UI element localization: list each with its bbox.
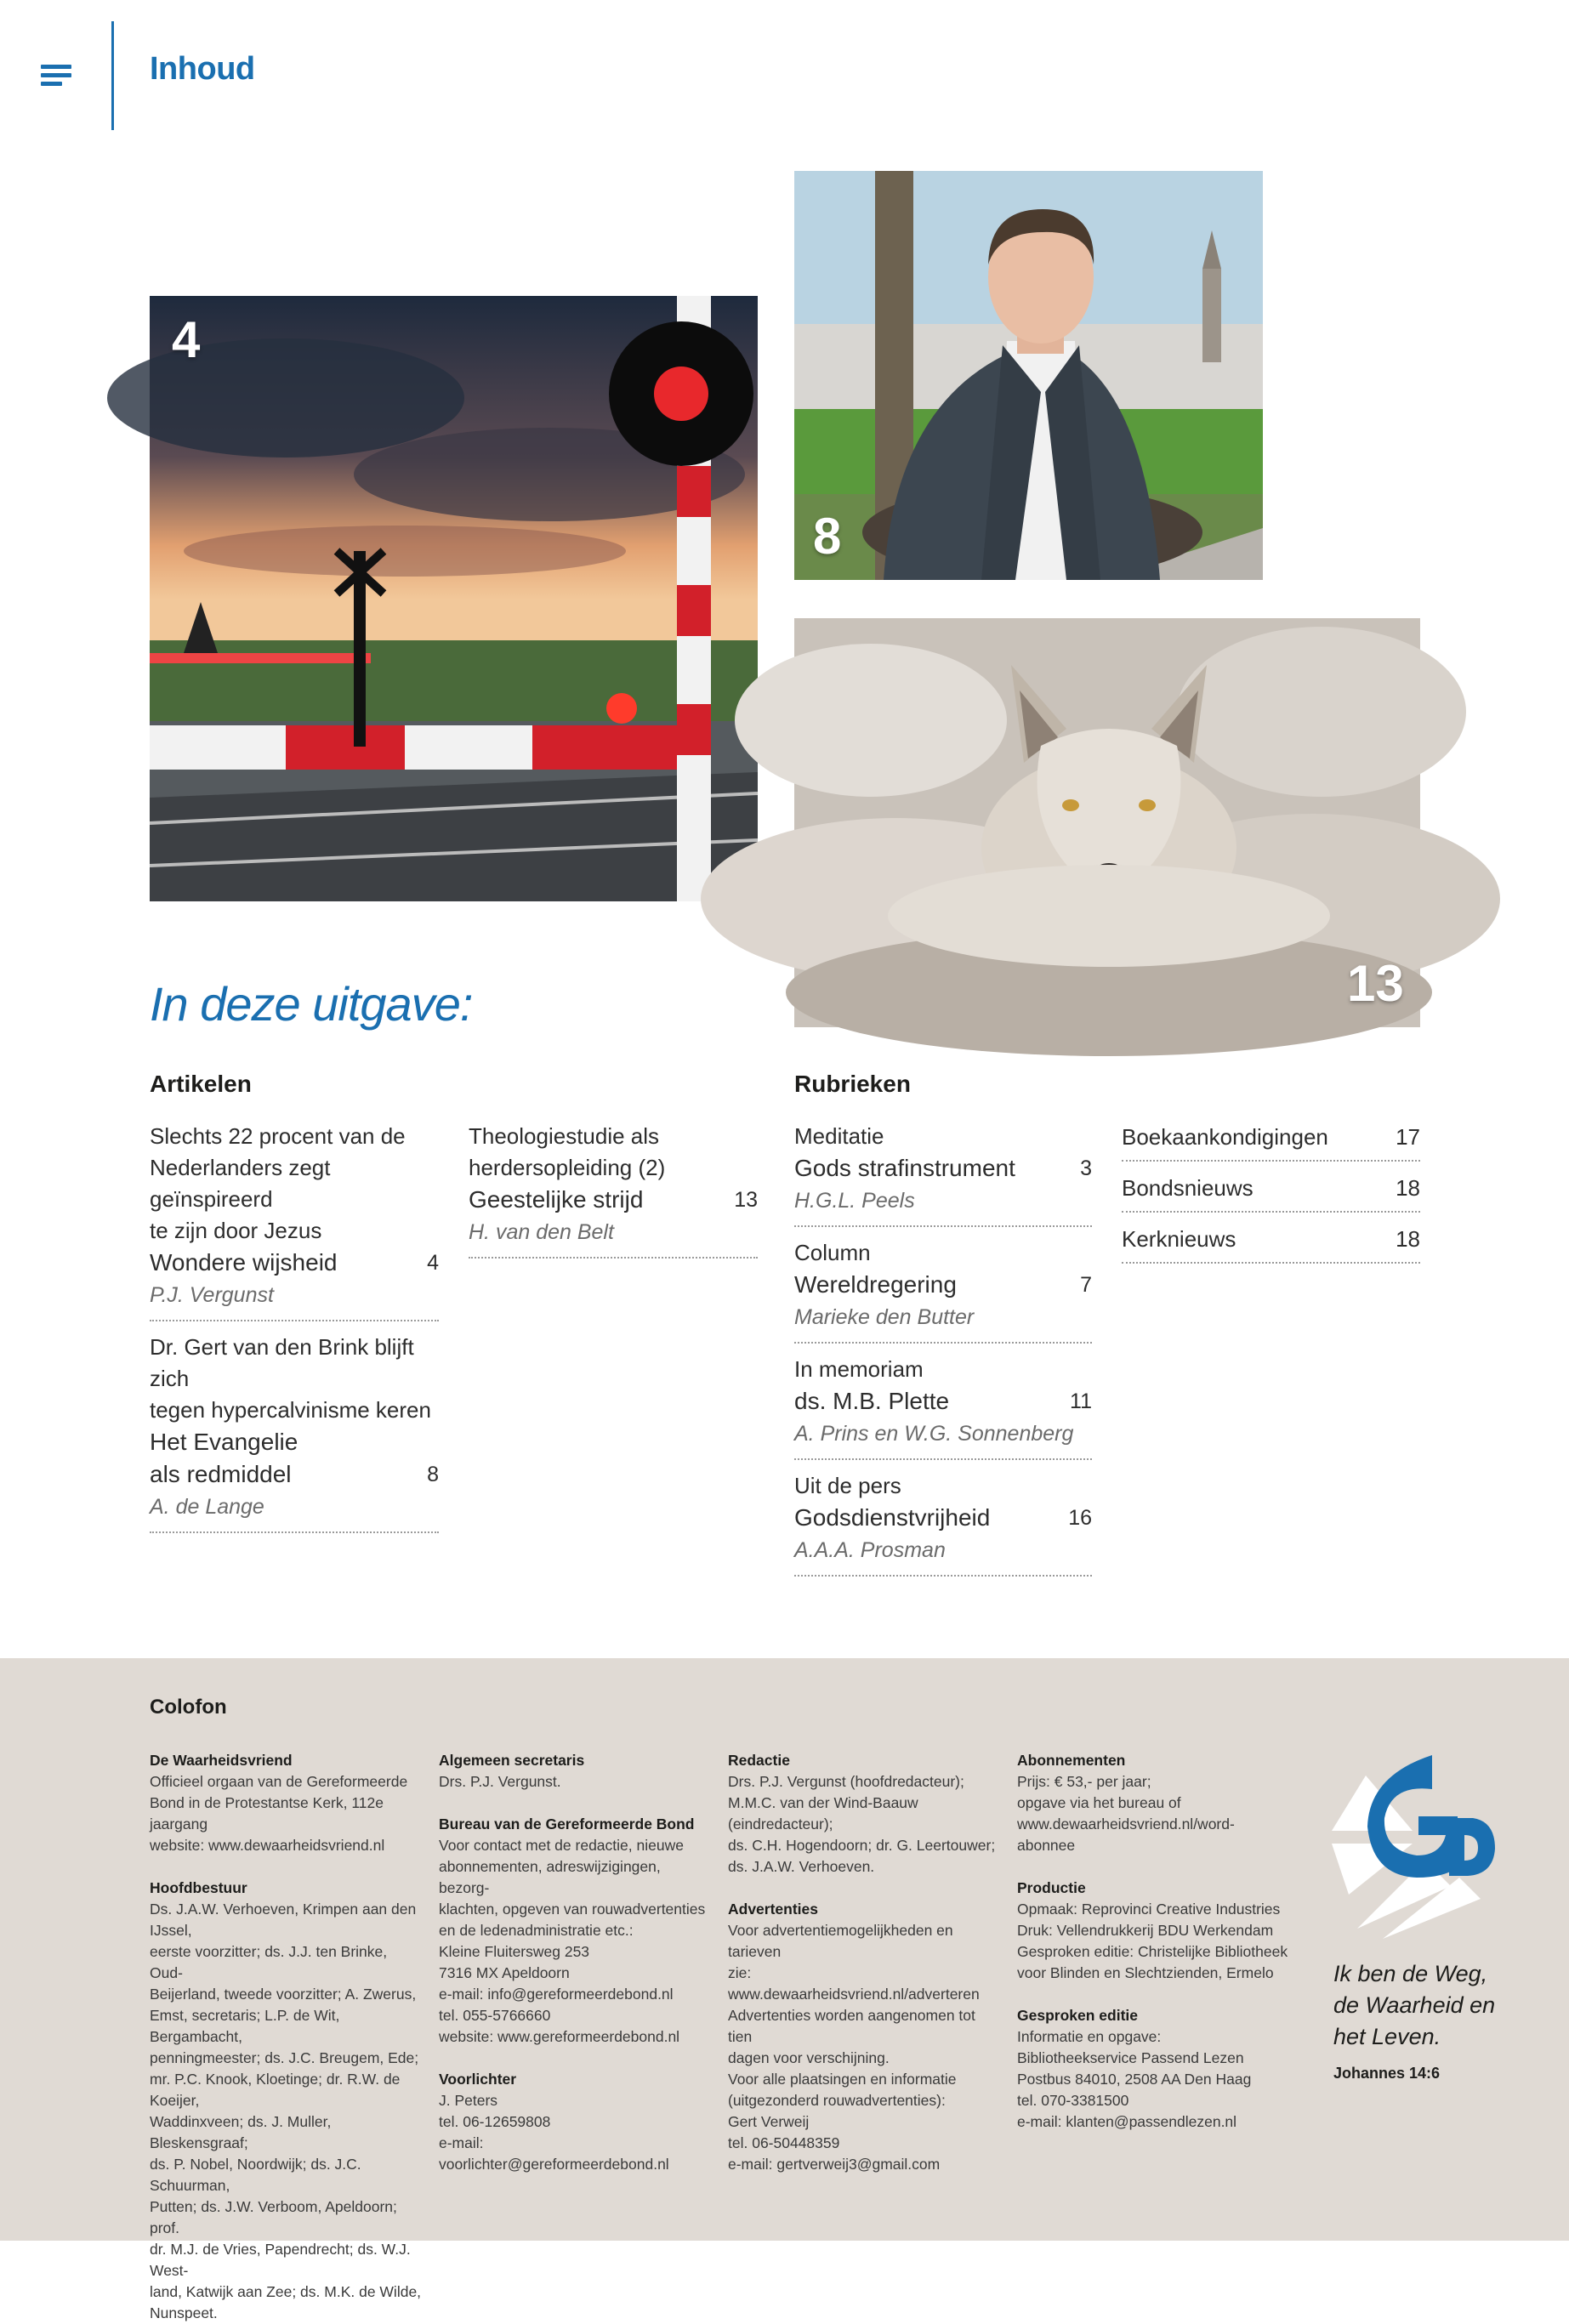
- articles-heading: Artikelen: [150, 1071, 252, 1097]
- colophon-line: Voor contact met de redactie, nieuwe: [439, 1837, 684, 1854]
- entry-author: Marieke den Butter: [794, 1305, 975, 1329]
- entry-page: 18: [1396, 1226, 1420, 1252]
- photo-portrait[interactable]: [794, 171, 1263, 580]
- colophon-line: 7316 MX Apeldoorn: [439, 1964, 570, 1981]
- colophon-line: Kleine Fluitersweg 253: [439, 1943, 590, 1960]
- colophon-section-heading: Gesproken editie: [1017, 2007, 1138, 2024]
- colophon-line: land, Katwijk aan Zee; ds. M.K. de Wilde,: [150, 2283, 422, 2300]
- colophon-section-heading: Algemeen secretaris: [439, 1752, 585, 1769]
- quote-line: Ik ben de Weg,: [1333, 1961, 1488, 1986]
- entry-author: A. de Lange: [150, 1495, 264, 1519]
- colophon-line: ds. P. Nobel, Noordwijk; ds. J.C. Schuurman,: [150, 2156, 361, 2194]
- entry-author: P.J. Vergunst: [150, 1283, 274, 1307]
- colophon-line: e-mail: klanten@passendlezen.nl: [1017, 2113, 1237, 2130]
- entry-page: 11: [1070, 1389, 1092, 1413]
- toc-entry[interactable]: [150, 1121, 439, 1321]
- colophon-line: Beijerland, tweede voorzitter; A. Zwerus,: [150, 1986, 417, 2003]
- colophon-line: Ds. J.A.W. Verhoeven, Krimpen aan den IJssel,: [150, 1901, 417, 1939]
- colophon-section-heading: De Waarheidsvriend: [150, 1752, 293, 1769]
- quote-line: de Waarheid en: [1333, 1992, 1496, 2018]
- colophon-section-heading: Advertenties: [728, 1901, 819, 1918]
- colophon-line: Waddinxveen; ds. J. Muller, Bleskensgraaf;: [150, 2113, 332, 2151]
- colophon-line: klachten, opgeven van rouwadvertenties: [439, 1901, 706, 1918]
- toc-entry[interactable]: [794, 1470, 1092, 1577]
- entry-author: A.A.A. Prosman: [794, 1538, 946, 1562]
- colophon-line: penningmeester; ds. J.C. Breugem, Ede;: [150, 2049, 419, 2066]
- colophon-line: M.M.C. van der Wind-Baauw (eindredacteur);: [728, 1794, 918, 1832]
- gb-logo: [1332, 1750, 1502, 1939]
- colophon-line: Nunspeet.: [150, 2304, 218, 2321]
- entry-kicker: Nederlanders zegt geïnspireerd: [150, 1155, 331, 1212]
- entry-title: ds. M.B. Plette: [794, 1388, 950, 1414]
- toc-entry[interactable]: [794, 1237, 1092, 1344]
- colophon-line: Postbus 84010, 2508 AA Den Haag: [1017, 2071, 1252, 2088]
- entry-title: Gods strafinstrument: [794, 1155, 1015, 1181]
- entry-title: Wereldregering: [794, 1271, 957, 1298]
- entry-page: 18: [1396, 1175, 1420, 1201]
- colophon-line: www.dewaarheidsvriend.nl/word-abonnee: [1017, 1815, 1235, 1854]
- entry-page: 7: [1080, 1273, 1092, 1297]
- colophon-line: en de ledenadministratie etc.:: [439, 1922, 634, 1939]
- entry-page: 3: [1080, 1156, 1092, 1180]
- colophon-line: dr. M.J. de Vries, Papendrecht; ds. W.J. West-: [150, 2241, 411, 2279]
- toc-entry[interactable]: [469, 1121, 758, 1259]
- colophon-line: tel. 06-50448359: [728, 2134, 840, 2151]
- colophon-line: mr. P.C. Knook, Kloetinge; dr. R.W. de Koeijer,: [150, 2071, 401, 2109]
- colophon-line: e-mail: voorlichter@gereformeerdebond.nl: [439, 2134, 669, 2173]
- colophon-column: [728, 1750, 1000, 2175]
- colophon-line: Voor advertentiemogelijkheden en tarieven: [728, 1922, 953, 1960]
- entry-title: Boekaankondigingen: [1122, 1124, 1328, 1150]
- colophon-line: e-mail: info@gereformeerdebond.nl: [439, 1986, 674, 2003]
- entry-title: Het Evangelie: [150, 1429, 298, 1455]
- colophon-section-heading: Bureau van de Gereformeerde Bond: [439, 1815, 695, 1832]
- colophon-line: e-mail: gertverweij3@gmail.com: [728, 2156, 941, 2173]
- entry-title: als redmiddel: [150, 1461, 292, 1487]
- entry-kicker: Slechts 22 procent van de: [150, 1123, 406, 1149]
- colophon-line: tel. 06-12659808: [439, 2113, 551, 2130]
- entry-page: 8: [427, 1463, 439, 1486]
- photo-wolf[interactable]: [794, 618, 1420, 1027]
- colophon-line: Emst, secretaris; L.P. de Wit, Bergambacht,: [150, 2007, 340, 2045]
- entry-page: 4: [427, 1251, 439, 1275]
- articles-column-1: [150, 1121, 439, 1543]
- colophon-line: Drs. P.J. Vergunst (hoofdredacteur);: [728, 1773, 964, 1790]
- toc-entry[interactable]: [1122, 1223, 1420, 1264]
- entry-page: 16: [1068, 1506, 1092, 1530]
- colophon-line: Druk: Vellendrukkerij BDU Werkendam: [1017, 1922, 1274, 1939]
- colophon-line: website: www.dewaarheidsvriend.nl: [150, 1837, 385, 1854]
- colophon-line: Gert Verweij: [728, 2113, 810, 2130]
- rubrieken-heading: Rubrieken: [794, 1071, 911, 1097]
- colophon-section-heading: Hoofdbestuur: [150, 1879, 247, 1896]
- entry-title: Bondsnieuws: [1122, 1175, 1253, 1201]
- colophon-section-heading: Redactie: [728, 1752, 790, 1769]
- photo-railway-crossing[interactable]: [150, 296, 758, 901]
- colophon-line: J. Peters: [439, 2092, 498, 2109]
- colophon-line: eerste voorzitter; ds. J.J. ten Brinke, Oud-: [150, 1943, 388, 1981]
- colophon-line: Drs. P.J. Vergunst.: [439, 1773, 561, 1790]
- colophon-line: Informatie en opgave:: [1017, 2028, 1162, 2045]
- photo-page-number: 13: [1347, 955, 1404, 1012]
- colophon-column: [439, 1750, 711, 2175]
- colophon-line: zie: www.dewaarheidsvriend.nl/adverteren: [728, 1964, 980, 2003]
- colophon-line: (uitgezonderd rouwadvertenties):: [728, 2092, 946, 2109]
- photo-page-number: 8: [813, 508, 842, 565]
- quote-line: het Leven.: [1333, 2024, 1441, 2049]
- toc-entry[interactable]: [1122, 1121, 1420, 1162]
- entry-kicker: Meditatie: [794, 1123, 884, 1149]
- photo-page-number: 4: [172, 311, 201, 368]
- scripture-reference: Johannes 14:6: [1333, 2065, 1441, 2082]
- colophon-line: Bond in de Protestantse Kerk, 112e jaargang: [150, 1794, 384, 1832]
- colophon-line: website: www.gereformeerdebond.nl: [439, 2028, 680, 2045]
- scripture-quote: [1333, 1958, 1495, 2053]
- colophon-section-heading: Voorlichter: [439, 2071, 517, 2088]
- colophon-line: opgave via het bureau of: [1017, 1794, 1181, 1811]
- issue-title: In deze uitgave:: [150, 977, 473, 1031]
- header-divider: [111, 21, 114, 130]
- entry-title: Kerknieuws: [1122, 1226, 1236, 1252]
- entry-title: Wondere wijsheid: [150, 1249, 338, 1276]
- entry-kicker: tegen hypercalvinisme keren: [150, 1397, 431, 1423]
- entry-author: A. Prins en W.G. Sonnenberg: [794, 1422, 1074, 1446]
- entry-page: 13: [734, 1188, 758, 1212]
- entry-kicker: Column: [794, 1240, 871, 1265]
- entry-author: H.G.L. Peels: [794, 1189, 915, 1213]
- colophon-line: dagen voor verschijning.: [728, 2049, 890, 2066]
- colophon-line: Prijs: € 53,- per jaar;: [1017, 1773, 1151, 1790]
- entry-kicker: te zijn door Jezus: [150, 1218, 322, 1243]
- colophon-line: Bibliotheekservice Passend Lezen: [1017, 2049, 1244, 2066]
- entry-author: H. van den Belt: [469, 1220, 614, 1244]
- other-rubrieken-column: [1122, 1121, 1420, 1274]
- colophon-line: Advertenties worden aangenomen tot tien: [728, 2007, 975, 2045]
- colophon-section-heading: Productie: [1017, 1879, 1086, 1896]
- colophon-section-heading: Abonnementen: [1017, 1752, 1126, 1769]
- colophon-line: tel. 055-5766660: [439, 2007, 551, 2024]
- colophon-line: Voor alle plaatsingen en informatie: [728, 2071, 957, 2088]
- toc-entry[interactable]: [794, 1354, 1092, 1460]
- colophon-line: abonnementen, adreswijzigingen, bezorg-: [439, 1858, 661, 1896]
- page-title: Inhoud: [150, 51, 255, 87]
- colophon-line: Gesproken editie: Christelijke Bibliotheek: [1017, 1943, 1288, 1960]
- colophon-line: ds. C.H. Hogendoorn; dr. G. Leertouwer;: [728, 1837, 996, 1854]
- colophon-line: ds. J.A.W. Verhoeven.: [728, 1858, 875, 1875]
- entry-kicker: Theologiestudie als: [469, 1123, 660, 1149]
- colophon-line: voor Blinden en Slechtzienden, Ermelo: [1017, 1964, 1274, 1981]
- entry-kicker: Uit de pers: [794, 1473, 901, 1498]
- toc-entry[interactable]: [1122, 1172, 1420, 1213]
- colophon-heading: Colofon: [150, 1696, 227, 1719]
- colophon-line: Officieel orgaan van de Gereformeerde: [150, 1773, 408, 1790]
- colophon-line: Putten; ds. J.W. Verboom, Apeldoorn; prof.: [150, 2198, 397, 2236]
- menu-icon[interactable]: [41, 65, 71, 87]
- entry-title: Godsdienstvrijheid: [794, 1504, 991, 1531]
- colophon-line: tel. 070-3381500: [1017, 2092, 1129, 2109]
- entry-title: Geestelijke strijd: [469, 1186, 644, 1213]
- entry-page: 17: [1396, 1124, 1420, 1150]
- rubrieken-column: [794, 1121, 1092, 1587]
- toc-entry[interactable]: [794, 1121, 1092, 1227]
- colophon-line: Opmaak: Reprovinci Creative Industries: [1017, 1901, 1281, 1918]
- colophon-column: [150, 1750, 422, 2324]
- entry-kicker: In memoriam: [794, 1356, 924, 1382]
- toc-entry[interactable]: [150, 1332, 439, 1533]
- entry-kicker: herdersopleiding (2): [469, 1155, 666, 1180]
- articles-column-2: [469, 1121, 758, 1269]
- colophon-column: [1017, 1750, 1289, 2133]
- entry-kicker: Dr. Gert van den Brink blijft zich: [150, 1334, 414, 1391]
